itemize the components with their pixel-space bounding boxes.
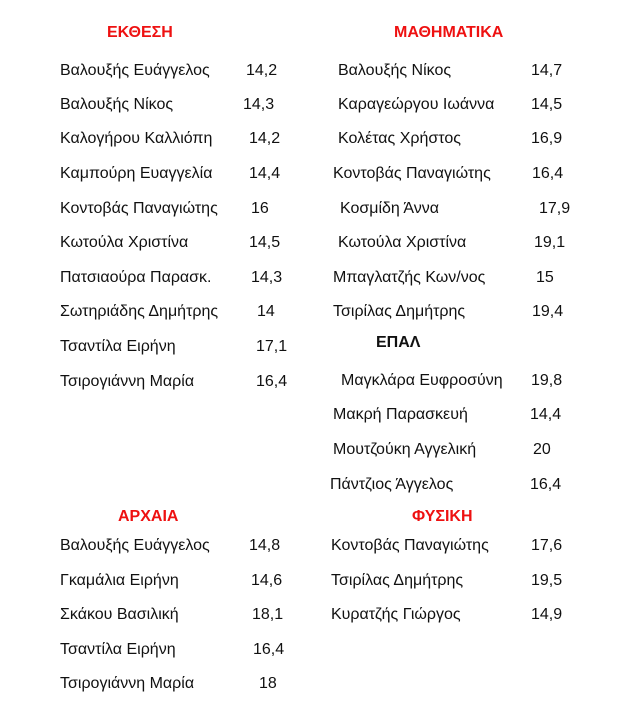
ekthesi-row [60, 372, 330, 394]
mathimatika-score: 14,7 [531, 62, 563, 79]
epal-score: 16,4 [530, 476, 562, 493]
ekthesi-row [60, 337, 330, 359]
mathimatika-row [333, 164, 603, 186]
ekthesi-student-name: Καλογήρου Καλλιόπη [60, 130, 213, 147]
ekthesi-student-name: Βαλουξής Νίκος [60, 96, 174, 113]
fysiki-heading: ΦΥΣΙΚΗ [412, 508, 473, 525]
mathimatika-row [338, 61, 608, 83]
ekthesi-score: 16 [251, 200, 269, 217]
ekthesi-row [60, 199, 330, 221]
archaia-score: 18 [259, 675, 277, 692]
mathimatika-student-name: Κολέτας Χρήστος [338, 130, 461, 147]
mathimatika-student-name: Βαλουξής Νίκος [338, 62, 452, 79]
ekthesi-row [60, 302, 330, 324]
ekthesi-student-name: Κωτούλα Χριστίνα [60, 234, 189, 251]
ekthesi-row [60, 95, 330, 117]
fysiki-student-name: Κοντοβάς Παναγιώτης [331, 537, 489, 554]
mathimatika-row [338, 129, 608, 151]
ekthesi-row [60, 164, 330, 186]
archaia-student-name: Τσαντίλα Ειρήνη [60, 641, 176, 658]
ekthesi-row [60, 61, 330, 83]
fysiki-row [331, 605, 601, 627]
ekthesi-student-name: Σωτηριάδης Δημήτρης [60, 303, 219, 320]
fysiki-student-name: Τσιρίλας Δημήτρης [331, 572, 464, 589]
fysiki-score: 14,9 [531, 606, 563, 623]
ekthesi-score: 14,5 [249, 234, 281, 251]
archaia-score: 14,8 [249, 537, 281, 554]
archaia-row [60, 640, 330, 662]
epal-heading: ΕΠΑΛ [376, 334, 421, 351]
mathimatika-student-name: Μπαγλατζής Κων/νος [333, 269, 486, 286]
mathimatika-heading: ΜΑΘΗΜΑΤΙΚΑ [394, 24, 504, 41]
epal-student-name: Μαγκλάρα Ευφροσύνη [341, 372, 503, 389]
mathimatika-row [338, 95, 608, 117]
mathimatika-score: 15 [536, 269, 554, 286]
archaia-score: 16,4 [253, 641, 285, 658]
ekthesi-score: 14,3 [243, 96, 275, 113]
epal-student-name: Μακρή Παρασκευή [333, 406, 468, 423]
mathimatika-row [333, 268, 603, 290]
ekthesi-student-name: Βαλουξής Ευάγγελος [60, 62, 210, 79]
mathimatika-student-name: Κωτούλα Χριστίνα [338, 234, 467, 251]
mathimatika-score: 16,4 [532, 165, 564, 182]
ekthesi-score: 14,2 [249, 130, 281, 147]
ekthesi-score: 16,4 [256, 373, 288, 390]
ekthesi-student-name: Πατσιαούρα Παρασκ. [60, 269, 212, 286]
archaia-score: 18,1 [252, 606, 284, 623]
archaia-student-name: Τσιρογιάννη Μαρία [60, 675, 195, 692]
mathimatika-student-name: Κοντοβάς Παναγιώτης [333, 165, 491, 182]
ekthesi-score: 14 [257, 303, 275, 320]
archaia-row [60, 571, 330, 593]
mathimatika-score: 14,5 [531, 96, 563, 113]
mathimatika-row [338, 233, 608, 255]
fysiki-score: 19,5 [531, 572, 563, 589]
archaia-student-name: Γκαμάλια Ειρήνη [60, 572, 179, 589]
mathimatika-row [340, 199, 610, 221]
ekthesi-row [60, 129, 330, 151]
epal-score: 20 [533, 441, 551, 458]
fysiki-row [331, 571, 601, 593]
epal-row [330, 475, 600, 497]
mathimatika-score: 19,4 [532, 303, 564, 320]
epal-score: 19,8 [531, 372, 563, 389]
fysiki-student-name: Κυρατζής Γιώργος [331, 606, 461, 623]
archaia-heading: ΑΡΧΑΙΑ [118, 508, 179, 525]
mathimatika-student-name: Καραγεώργου Ιωάννα [338, 96, 495, 113]
epal-student-name: Μουτζούκη Αγγελική [333, 441, 477, 458]
ekthesi-score: 14,2 [246, 62, 278, 79]
archaia-row [60, 605, 330, 627]
epal-score: 14,4 [530, 406, 562, 423]
ekthesi-row [60, 233, 330, 255]
archaia-score: 14,6 [251, 572, 283, 589]
epal-row [341, 371, 611, 393]
ekthesi-score: 14,3 [251, 269, 283, 286]
ekthesi-row [60, 268, 330, 290]
mathimatika-score: 16,9 [531, 130, 563, 147]
mathimatika-student-name: Κοσμίδη Άννα [340, 200, 440, 217]
fysiki-score: 17,6 [531, 537, 563, 554]
mathimatika-student-name: Τσιρίλας Δημήτρης [333, 303, 466, 320]
ekthesi-student-name: Καμπούρη Ευαγγελία [60, 165, 213, 182]
ekthesi-student-name: Τσιρογιάννη Μαρία [60, 373, 195, 390]
ekthesi-heading: ΕΚΘΕΣΗ [107, 24, 173, 41]
epal-row [333, 405, 603, 427]
archaia-row [60, 674, 330, 696]
epal-student-name: Πάντζιος Άγγελος [330, 476, 454, 493]
ekthesi-score: 14,4 [249, 165, 281, 182]
ekthesi-student-name: Κοντοβάς Παναγιώτης [60, 200, 218, 217]
mathimatika-score: 17,9 [539, 200, 571, 217]
archaia-student-name: Βαλουξής Ευάγγελος [60, 537, 210, 554]
archaia-row [60, 536, 330, 558]
fysiki-row [331, 536, 601, 558]
epal-row [333, 440, 603, 462]
ekthesi-score: 17,1 [256, 338, 288, 355]
ekthesi-student-name: Τσαντίλα Ειρήνη [60, 338, 176, 355]
mathimatika-row [333, 302, 603, 324]
mathimatika-score: 19,1 [534, 234, 566, 251]
archaia-student-name: Σκάκου Βασιλική [60, 606, 179, 623]
